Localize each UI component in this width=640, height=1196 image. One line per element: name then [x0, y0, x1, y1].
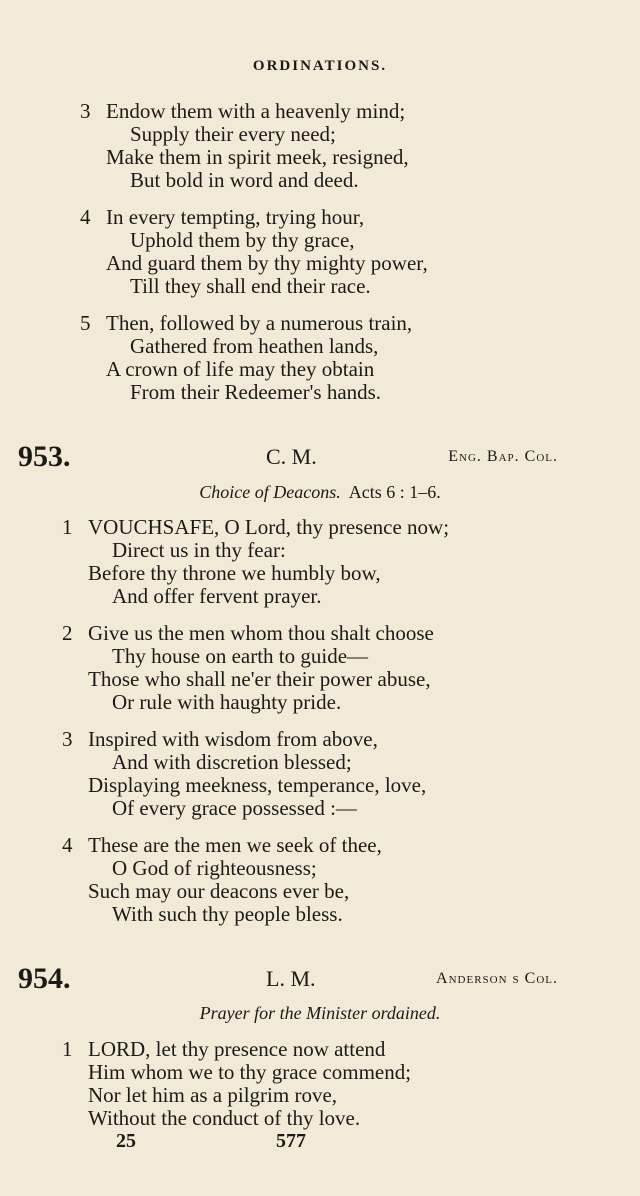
stanza-number: 1 [62, 1037, 73, 1061]
hymn-953-subject [0, 482, 640, 503]
hymn-number: 954. [18, 962, 71, 995]
hymn-954-stanza-1 [62, 1038, 582, 1130]
stanza-4-previous [80, 206, 600, 298]
scripture-reference: Acts 6 : 1–6. [348, 482, 441, 502]
stanza-line: And with discretion blessed; [112, 750, 352, 774]
stanza-line: A crown of life may they obtain [106, 357, 375, 381]
stanza-number: 1 [62, 515, 73, 539]
stanza-line: Uphold them by thy grace, [130, 228, 355, 252]
running-head: ORDINATIONS. [252, 58, 388, 74]
stanza-line: Give us the men whom thou shalt choose [88, 621, 434, 645]
stanza-line: Nor let him as a pilgrim rove, [88, 1083, 338, 1107]
stanza-number: 2 [62, 621, 73, 645]
hymn-953-heading [18, 440, 558, 472]
stanza-line: Direct us in thy fear: [112, 538, 286, 562]
stanza-line: Thy house on earth to guide— [112, 644, 369, 668]
stanza-number: 3 [62, 727, 73, 751]
page-number: 577 [276, 1130, 306, 1152]
hymn-954-heading [18, 962, 558, 994]
stanza-number: 4 [80, 205, 91, 229]
stanza-line: Before thy throne we humbly bow, [88, 561, 381, 585]
hymn-meter: L. M. [266, 966, 316, 991]
hymn-953-stanza-4 [62, 834, 582, 926]
stanza-line: Such may our deacons ever be, [88, 879, 350, 903]
page-footer [116, 1130, 306, 1153]
hymn-953-stanza-3 [62, 728, 582, 820]
subject-title: Prayer for the Minister ordained. [199, 1003, 441, 1023]
hymn-meter: C. M. [266, 444, 317, 469]
stanza-line: LORD, let thy presence now attend [88, 1037, 386, 1061]
stanza-line: Then, followed by a numerous train, [106, 311, 413, 335]
stanza-line: Those who shall ne'er their power abuse, [88, 667, 431, 691]
stanza-line: O God of righteousness; [112, 856, 317, 880]
stanza-line: VOUCHSAFE, O Lord, thy presence now; [88, 515, 450, 539]
stanza-number: 3 [80, 99, 91, 123]
stanza-line: Him whom we to thy grace commend; [88, 1060, 412, 1084]
signature-mark: 25 [116, 1130, 136, 1152]
stanza-line: In every tempting, trying hour, [106, 205, 365, 229]
stanza-line: And guard them by thy mighty power, [106, 251, 428, 275]
stanza-5-previous [80, 312, 600, 404]
stanza-line: From their Redeemer's hands. [130, 380, 382, 404]
hymn-953-stanza-2 [62, 622, 582, 714]
stanza-line: But bold in word and deed. [130, 168, 359, 192]
hymn-954-subject [0, 1003, 640, 1024]
stanza-line: Without the conduct of thy love. [88, 1106, 361, 1130]
stanza-line: And offer fervent prayer. [112, 584, 322, 608]
stanza-line: Gathered from heathen lands, [130, 334, 379, 358]
stanza-line: Or rule with haughty pride. [112, 690, 342, 714]
hymn-source: Eng. Bap. Col. [448, 448, 558, 465]
stanza-line: Till they shall end their race. [130, 274, 371, 298]
stanza-3-previous [80, 100, 600, 192]
hymn-number: 953. [18, 440, 71, 473]
stanza-line: Make them in spirit meek, resigned, [106, 145, 409, 169]
stanza-line: Endow them with a heavenly mind; [106, 99, 406, 123]
stanza-line: Of every grace possessed :— [112, 796, 357, 820]
stanza-line: With such thy people bless. [112, 902, 343, 926]
stanza-line: These are the men we seek of thee, [88, 833, 382, 857]
stanza-number: 5 [80, 311, 91, 335]
stanza-line: Supply their every need; [130, 122, 336, 146]
hymn-source: Anderson s Col. [436, 970, 558, 987]
subject-title: Choice of Deacons. [199, 482, 341, 502]
stanza-number: 4 [62, 833, 73, 857]
stanza-line: Inspired with wisdom from above, [88, 727, 378, 751]
hymn-953-stanza-1 [62, 516, 582, 608]
stanza-line: Displaying meekness, temperance, love, [88, 773, 427, 797]
